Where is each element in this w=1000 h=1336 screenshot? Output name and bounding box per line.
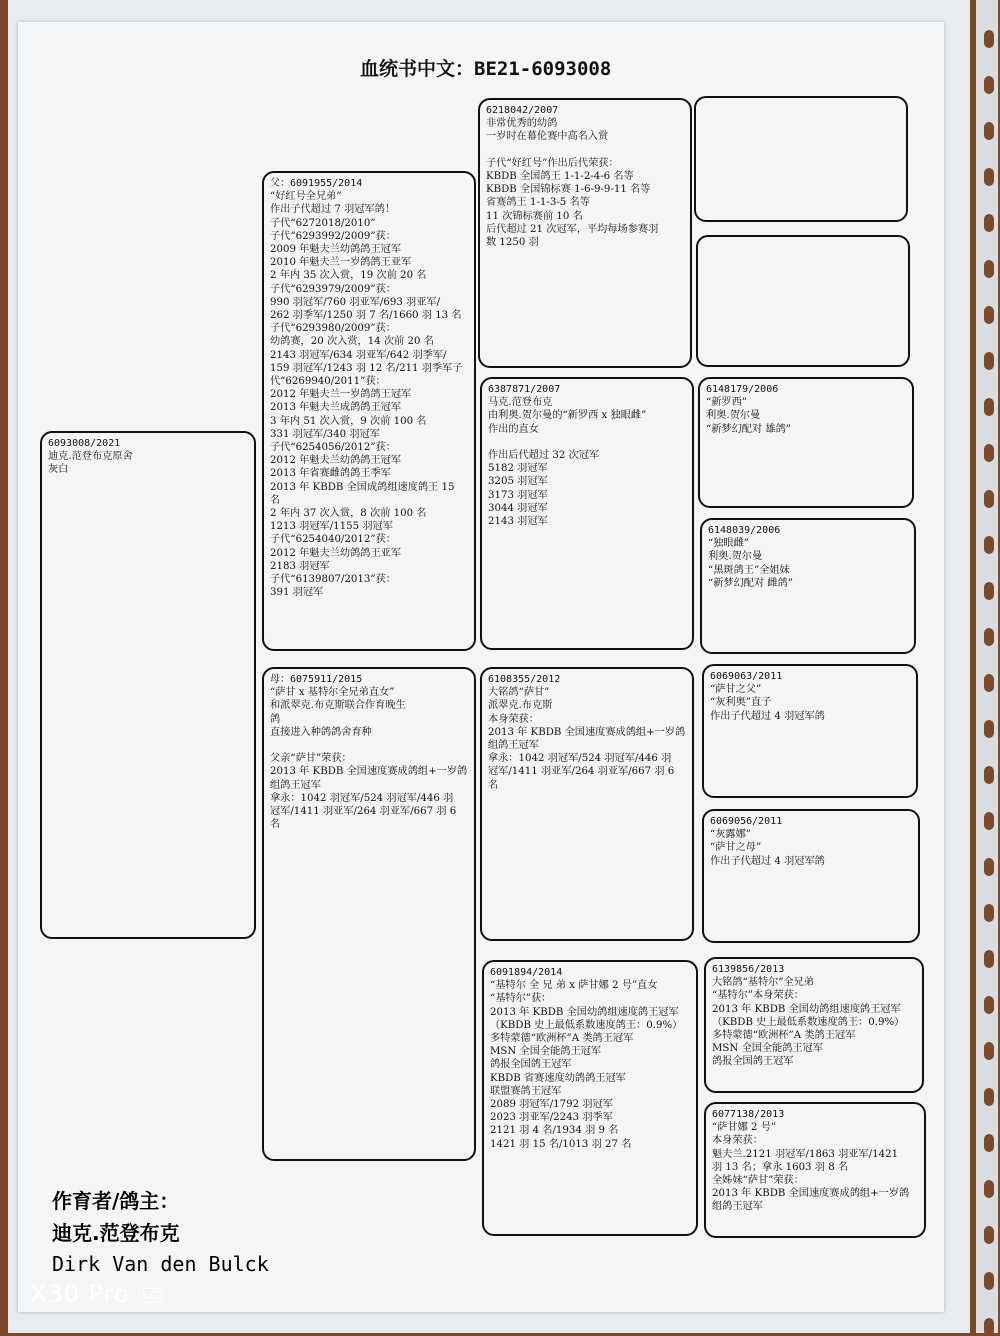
card-line: 3205 羽冠军 <box>488 476 548 488</box>
card-line: 一岁时在幕伦赛中高名入赏 <box>486 131 609 143</box>
card-line: 迪克.范登布克原舍 <box>48 451 133 463</box>
card-line: “新梦幻配对 雄鸽” <box>706 423 791 435</box>
binder-hole <box>984 444 994 462</box>
binder-hole <box>984 536 994 554</box>
card-line: 990 羽冠军/760 羽亚军/693 羽亚军/ <box>270 296 441 308</box>
card-line: 2023 羽亚军/2243 羽季军 <box>490 1112 613 1124</box>
card-line: 1213 羽冠军/1155 羽冠军 <box>270 521 393 533</box>
ring-number: 6069063/2011 <box>710 671 783 682</box>
ggp-8-card <box>704 1102 926 1238</box>
card-line: MSN 全国全能鸽王冠军 <box>490 1046 602 1058</box>
card-line: 马克.范登布克 <box>488 397 553 409</box>
page-title: 血统书中文：BE21-6093008 <box>360 58 612 80</box>
card-line: 组鸽王冠军 <box>488 740 539 752</box>
card-line: 子代“6272018/2010” <box>270 217 376 229</box>
card-line: 本身荣获： <box>488 713 539 725</box>
card-line: 冠军/1411 羽亚军/264 羽亚军/667 羽 6 <box>270 806 457 818</box>
ring-number: 6091894/2014 <box>490 967 563 978</box>
card-line: 3173 羽冠军 <box>488 489 548 501</box>
card-line: 5182 羽冠军 <box>488 463 548 475</box>
binder-hole <box>984 76 994 94</box>
binder-hole <box>984 950 994 968</box>
card-line: 262 羽季军/1250 羽 7 名/1660 羽 13 名 <box>270 310 462 322</box>
binder-hole <box>984 674 994 692</box>
card-line: 1421 羽 15 名/1013 羽 27 名 <box>490 1138 632 1150</box>
binder-hole <box>984 1318 994 1336</box>
card-line: 2 年内 37 次入赏，8 次前 100 名 <box>270 508 427 520</box>
card-line: 名 <box>488 779 499 791</box>
card-line: 作出子代超过 7 羽冠军鸽！ <box>270 204 396 216</box>
card-line: 2013 年 KBDB 全国幼鸽组速度鸽王冠军 <box>712 1003 901 1015</box>
card-line: 2013 年魁夫兰成鸽鸽王冠军 <box>270 402 402 414</box>
binder-hole <box>984 1226 994 1244</box>
card-line: 大铭鸽“萨甘” <box>488 687 550 699</box>
card-line: 利奥.贺尔曼 <box>708 551 763 563</box>
card-line: 名 <box>270 494 281 506</box>
breeder-name-en: Dirk Van den Bulck <box>52 1252 269 1276</box>
card-line: 拿永：1042 羽冠军/524 羽冠军/446 羽 <box>270 792 454 804</box>
card-line: 鸽报全国鸽王冠军 <box>490 1059 572 1071</box>
binder-hole <box>984 1180 994 1198</box>
card-line: 拿永：1042 羽冠军/524 羽冠军/446 羽 <box>488 753 672 765</box>
card-line: 子代“6293979/2009”获： <box>270 283 396 295</box>
card-line: 子代“6293992/2009”获： <box>270 230 396 242</box>
binder-hole <box>984 1088 994 1106</box>
card-line: 羽 13 名；拿永 1603 羽 8 名 <box>712 1161 849 1173</box>
card-line: 灰白 <box>48 464 69 476</box>
card-line: 子代“6293980/2009”获： <box>270 323 396 335</box>
sire-sire-card <box>478 98 692 368</box>
binder-holes <box>976 0 998 1333</box>
card-line <box>270 739 468 752</box>
breeder-block <box>52 1185 269 1279</box>
binder-hole <box>984 214 994 232</box>
binder-hole <box>984 720 994 738</box>
card-line: 391 羽冠军 <box>270 587 324 599</box>
card-line: 由利奥.贺尔曼的“新罗西 x 独眼雌” <box>488 410 647 422</box>
camera-model: X30 Pro <box>30 1280 130 1308</box>
card-line: 作出后代超过 32 次冠军 <box>488 450 600 461</box>
card-line: “基特尔”本身荣获： <box>712 990 804 1002</box>
card-line: “萨甘娜 2 号” <box>712 1122 777 1134</box>
card-line: MSN 全国全能鸽王冠军 <box>712 1043 824 1055</box>
dam-dam-card <box>482 960 698 1236</box>
card-line: “新罗西” <box>706 397 747 409</box>
ring-number: 6139856/2013 <box>712 964 785 975</box>
card-line: 2183 羽冠军 <box>270 560 330 572</box>
card-line: “好红号全兄弟” <box>270 191 342 203</box>
ring-number: 母：6075911/2015 <box>270 674 363 685</box>
card-line: KBDB 省赛速度幼鸽鸽王冠军 <box>490 1072 626 1084</box>
card-line: 数 1250 羽 <box>486 237 539 249</box>
binder-hole <box>984 122 994 140</box>
ggp-2-card <box>696 235 910 367</box>
card-line: “萨甘之父” <box>710 684 762 696</box>
binder-hole <box>984 306 994 324</box>
card-line: “独眼雌” <box>708 538 749 550</box>
card-line: 2013 年 KBDB 全国成鸽组速度鸽王 15 <box>270 481 455 493</box>
ggp-4-card <box>700 518 916 654</box>
card-line: 2012 年魁夫兰幼鸽鸽王冠军 <box>270 455 402 467</box>
network-badge: 5G <box>138 1288 164 1303</box>
card-line: 3044 羽冠军 <box>488 502 548 514</box>
card-line: 大铭鸽“基特尔”全兄弟 <box>712 977 815 989</box>
ring-number: 父：6091955/2014 <box>270 178 363 189</box>
card-line: 子代“6139807/2013”获： <box>270 574 396 586</box>
card-line: 幼鸽赛，20 次入赏，14 次前 20 名 <box>270 336 434 348</box>
ggp-5-card <box>702 664 918 798</box>
ring-number: 6218042/2007 <box>486 105 559 116</box>
card-line: 鸽 <box>270 713 281 725</box>
card-line: 全姊妹“萨甘”荣获： <box>712 1175 804 1187</box>
card-line: “萨甘 x 基特尔全兄弟直女” <box>270 687 395 699</box>
card-line: “基特尔 全 兄 弟 x 萨甘娜 2 号”直女 <box>490 980 658 992</box>
card-line: 非常优秀的幼鸽 <box>486 118 558 130</box>
card-line: 多特蒙德“欧洲杯”A 类鸽王冠军 <box>490 1033 634 1045</box>
card-line: （KBDB 史上最低系数速度鸽王：0.9%） <box>490 1019 683 1031</box>
binder-hole <box>984 812 994 830</box>
card-line: 子代“6254056/2012”获： <box>270 442 396 454</box>
card-line: 父亲“萨甘”荣获： <box>270 753 352 765</box>
card-line: 2143 羽冠军/634 羽亚军/642 羽季军/ <box>270 349 447 361</box>
binder-hole <box>984 168 994 186</box>
binder-hole <box>984 996 994 1014</box>
breeder-label: 作育者/鸽主： <box>52 1189 180 1213</box>
card-line: 2010 年魁夫兰一岁鸽鸽王亚军 <box>270 257 412 269</box>
breeder-name-cn: 迪克.范登布克 <box>52 1221 180 1245</box>
binder-hole <box>984 858 994 876</box>
ggp-1-card <box>694 96 908 222</box>
binder-hole <box>984 1272 994 1290</box>
binder-hole <box>984 582 994 600</box>
ring-number: 6077138/2013 <box>712 1109 785 1120</box>
binder-hole <box>984 352 994 370</box>
binder-hole <box>984 628 994 646</box>
sire-card <box>262 171 476 651</box>
ring-number: 6148039/2006 <box>708 525 781 536</box>
card-line: 2012 年魁夫兰幼鸽鸽王亚军 <box>270 547 402 559</box>
card-line: 鸽报全国鸽王冠军 <box>712 1056 794 1068</box>
card-line: 作出的直女 <box>488 423 539 435</box>
binder-hole <box>984 30 994 48</box>
ring-number: 6069056/2011 <box>710 816 783 827</box>
card-line: 子代“6254040/2012”获： <box>270 534 396 546</box>
card-line <box>488 436 686 449</box>
card-line: 2013 年 KBDB 全国速度赛成鸽组+一岁鸽 <box>488 726 686 738</box>
binder-hole <box>984 1042 994 1060</box>
binder-hole <box>984 1134 994 1152</box>
card-line: 联盟赛鸽王冠军 <box>490 1085 562 1097</box>
card-line: 作出子代超过 4 羽冠军鸽 <box>710 710 825 722</box>
card-line: “灰露娜” <box>710 829 751 841</box>
card-line: KBDB 全国鸽王 1-1-2-4-6 名等 <box>486 171 634 182</box>
card-line: 名 <box>270 819 281 831</box>
card-line: 2013 年 KBDB 全国幼鸽组速度鸽王冠军 <box>490 1006 679 1018</box>
card-line: 魁夫兰.2121 羽冠军/1863 羽亚军/1421 <box>712 1148 899 1160</box>
ring-number: 6093008/2021 <box>48 438 121 449</box>
card-line: KBDB 全国锦标赛 1-6-9-9-11 名等 <box>486 184 651 196</box>
ggp-3-card <box>698 377 914 508</box>
binder-hole <box>984 260 994 278</box>
card-line: “新梦幻配对 雌鸽” <box>708 577 793 589</box>
card-line: 直接进入种鸽鸽舍育种 <box>270 726 372 738</box>
ggp-6-card <box>702 809 920 943</box>
card-line: 派翠克.布克斯 <box>488 700 553 712</box>
card-line <box>486 144 684 157</box>
ggp-7-card <box>704 957 924 1093</box>
card-line: 组鸽王冠军 <box>270 779 321 791</box>
card-line: 2013 年省赛雌鸽鸽王季军 <box>270 468 391 480</box>
binder-hole <box>984 490 994 508</box>
card-line: 11 次锦标赛前 10 名 <box>486 210 583 222</box>
card-line: 2009 年魁夫兰幼鸽鸽王冠军 <box>270 244 402 256</box>
card-line: 子代“好红号”作出后代荣获： <box>486 157 619 169</box>
card-line: 本身荣获： <box>712 1135 763 1147</box>
ring-number: 6148179/2006 <box>706 384 779 395</box>
subject-card <box>40 431 256 939</box>
card-line: 冠军/1411 羽亚军/264 羽亚军/667 羽 6 <box>488 766 675 778</box>
sire-dam-card <box>480 377 694 650</box>
card-line: 后代超过 21 次冠军，平均每场参赛羽 <box>486 223 659 235</box>
card-line: 2121 羽 4 名/1934 羽 9 名 <box>490 1125 619 1137</box>
dam-card <box>262 667 476 1161</box>
card-line: 和派翠克.布克斯联合作育晚生 <box>270 700 406 712</box>
card-line: “黑斑鸽王”全姐妹 <box>708 564 790 576</box>
card-line: 159 羽冠军/1243 羽 12 名/211 羽季军子 <box>270 362 463 374</box>
card-line: 2143 羽冠军 <box>488 516 548 528</box>
card-line: 组鸽王冠军 <box>712 1201 763 1213</box>
card-line: 利奥.贺尔曼 <box>706 410 761 422</box>
card-line: “基特尔”获： <box>490 993 552 1005</box>
card-line: “灰利奥”直子 <box>710 697 772 709</box>
card-line: 2012 年魁夫兰一岁鸽鸽王冠军 <box>270 389 412 401</box>
card-line: 省赛鸽王 1-1-3-5 名等 <box>486 197 590 209</box>
card-line: 多特蒙德“欧洲杯”A 类鸽王冠军 <box>712 1030 856 1042</box>
binder-hole <box>984 398 994 416</box>
card-line: 2 年内 35 次入赏，19 次前 20 名 <box>270 270 427 282</box>
card-line: 3 年内 51 次入赏，9 次前 100 名 <box>270 415 427 427</box>
card-line: 2013 年 KBDB 全国速度赛成鸽组+一岁鸽 <box>270 766 468 778</box>
card-line: 作出子代超过 4 羽冠军鸽 <box>710 855 825 867</box>
dam-sire-card <box>480 667 694 941</box>
card-line: （KBDB 史上最低系数速度鸽王：0.9%） <box>712 1016 905 1028</box>
ring-number: 6387871/2007 <box>488 384 561 395</box>
card-line: 2013 年 KBDB 全国速度赛成鸽组+一岁鸽 <box>712 1188 910 1200</box>
card-line: 331 羽冠军/340 羽冠军 <box>270 428 380 440</box>
card-line: “萨甘之母” <box>710 842 762 854</box>
ring-number: 6108355/2012 <box>488 674 561 685</box>
camera-watermark <box>30 1280 163 1308</box>
binder-hole <box>984 766 994 784</box>
card-line: 2089 羽冠军/1792 羽冠军 <box>490 1099 613 1111</box>
binder-hole <box>984 904 994 922</box>
card-line: 代“6269940/2011”获： <box>270 376 386 388</box>
